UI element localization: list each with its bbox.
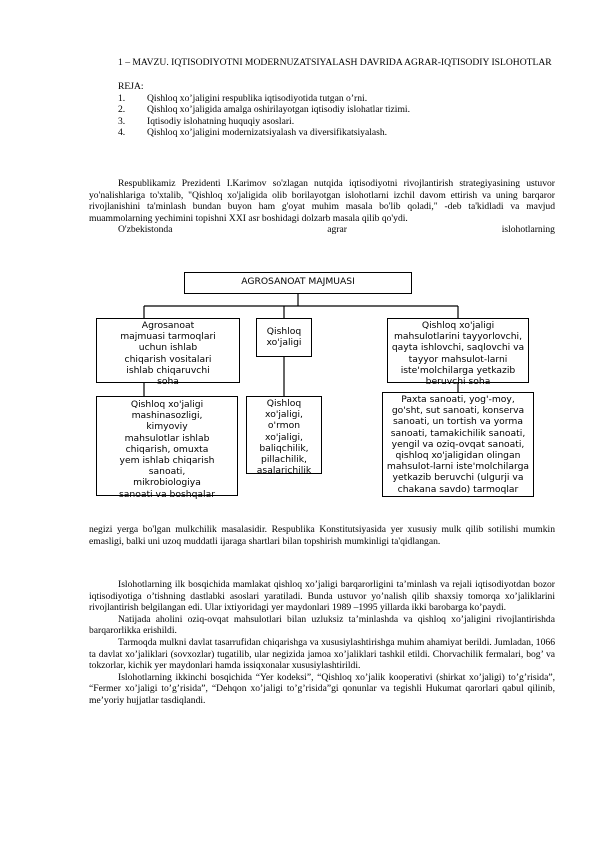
split-word: O'zbekistonda	[118, 224, 173, 236]
split-word: agrar	[327, 224, 347, 236]
diagram-right-mid-box	[387, 318, 529, 388]
continuation-paragraph: negizi yerga bo'lgan mulkchilik masalasidir. Respublika Konstitutsiyasida yer xususiy mulk qilib sotilishi mumkin emasligi, balki uni uzoq muddatli ijaraga shartlari bilan topshirish mumkinligi ta'qidlangan.	[89, 524, 555, 547]
diagram-right-low-label: Paxta sanoati, yog'-moy, go'sht, sut sanoati, konserva sanoati, un tortish va yorma sanoati, tamakichilik sanoati, yengil va oziq-ovqat sanoati, qishloq xo'jaligidan olingan mahsulot-larni iste'molchilarga yetkazib beruvchi (ulgurji va chakana savdo) tarmoqlar	[386, 394, 530, 495]
diagram-right-mid-label: Qishloq xo'jaligi mahsulotlarini tayyorlovchi, qayta ishlovchi, saqlovchi va tayyor mahsulot-larni iste'molchilarga yetkazib beruvchi soha	[391, 320, 525, 388]
diagram-left-mid-box	[96, 318, 240, 388]
diagram-center-low-box	[246, 396, 322, 477]
diagram-top-label: AGROSANOAT MAJMUASI	[241, 276, 355, 287]
diagram-left-low-box	[96, 396, 238, 500]
plan-item	[89, 116, 559, 128]
body-paragraph: Islohotlarning ilk bosqichida mamlakat qishloq xo’jaligi barqarorligini ta’minlash va rejali iqtisodiyotdan bozor iqtisodiyotiga o’tishning dastlabki asoslari yaratiladi. Bunda ustuvor yo’nalish qilib shaxsiy tomorqa xo’jaliklarini rivojlantirish belgilangan edi. Ular ixtiyoridagi yer maydonlari 1989 –1995 yillarda ikki barobarga ko’paydi.	[89, 579, 555, 614]
body-paragraph: Natijada aholini oziq-ovqat mahsulotlari bilan uzluksiz ta’minlashda va qishloq xo’jaligini rivojlantirishda barqarorlikka erishildi.	[89, 613, 555, 637]
body-paragraph: Tarmoqda mulkni davlat tasarrufidan chiqarishga va xususiylashtirishga muhim ahamiyat berildi. Jumladan, 1066 ta davlat xo’jaliklari (sovxozlar) tugatilib, ular negizida jamoa xo’jaliklari tashkil etildi. Chorvachilik fermalari, bog’ va tokzorlar, kichik yer maydonlari hamda issiqxonalar xususiylashtirildi.	[89, 636, 555, 672]
intro-section	[89, 178, 555, 236]
plan-item-text: Qishloq xo’jaligini modernizatsiyalash va diversifikatsiyalash.	[147, 127, 388, 139]
plan-item-number: 2.	[118, 104, 126, 116]
plan-item-number: 3.	[118, 115, 126, 127]
body-paragraphs	[89, 579, 555, 707]
diagram-center-mid-box	[256, 318, 312, 357]
diagram-center-mid-label: Qishloq xo'jaligi	[266, 326, 302, 349]
plan-list	[89, 81, 559, 139]
plan-item-text: Iqtisodiy islohatning huquqiy asoslari.	[147, 115, 295, 127]
body-paragraph: Islohotlarning ikkinchi bosqichida “Yer kodeksi”, “Qishloq xo’jalik kooperativi (shirkat xo’jaligi) to’g’risida”, “Fermer xo’jaligi to’g’risida”, “Dehqon xo’jaligi to’g’risida”gi qonunlar va tegishli Hukumat qarorlari qabul qilinib, me’yoriy hujjatlar tasdiqlandi.	[89, 671, 555, 706]
diagram-right-low-box	[382, 392, 534, 497]
plan-item-number: 1.	[118, 92, 126, 104]
diagram-left-low-label: Qishloq xo'jaligi mashinasozligi, kimyoviy mahsulotlar ishlab chiqarish, omuxta yem ishlab chiqarish sanoati, mikrobiologiya sanoati va boshqalar	[118, 399, 216, 500]
diagram-left-mid-label: Agrosanoat majmuasi tarmoqlari uchun ishlab chiqarish vositalari ishlab chiqaruvchi soha	[120, 320, 216, 388]
plan-item-text: Qishloq xo’jaligini respublika iqtisodiyotida tutgan o’rni.	[147, 92, 368, 104]
split-line	[89, 224, 555, 236]
intro-paragraph: Respublikamiz Prezidenti I.Karimov so'zlagan nutqida iqtisodiyotni rivojlantirish strategiyasining ustuvor yo'nalishlariga to'xtalib, "Qishloq xo'jaligida olib borilayotgan islohotlarni izchil davom ettirish va uning barqaror rivojlanishini ta'minlash bundan buyon ham g'oyat muhim masala bo'lib qoladi," -deb ta'kidladi va mavjud muammolarning yechimini topishni XXI asr boshidagi dolzarb masala qilib qo'ydi.	[89, 178, 555, 224]
plan-item-text: Qishloq xo’jaligida amalga oshirilayotgan iqtisodiy islohatlar tizimi.	[147, 104, 410, 116]
diagram-top-box	[184, 272, 412, 294]
plan-item	[89, 93, 559, 105]
plan-item-number: 4.	[118, 127, 126, 139]
plan-item	[89, 127, 559, 139]
plan-item	[89, 104, 559, 116]
split-word: islohotlarning	[501, 224, 555, 236]
topic-title: 1 – MAVZU. IQTISODIYOTNI MODERNUZATSIYALASH DAVRIDA AGRAR-IQTISODIY ISLOHOTLAR	[118, 57, 552, 68]
plan-label: REJA:	[118, 81, 144, 92]
diagram-center-low-label: Qishloq xo'jaligi, o'rmon xo'jaligi, baliqchilik, pillachilik, asalarichilik	[256, 398, 312, 477]
